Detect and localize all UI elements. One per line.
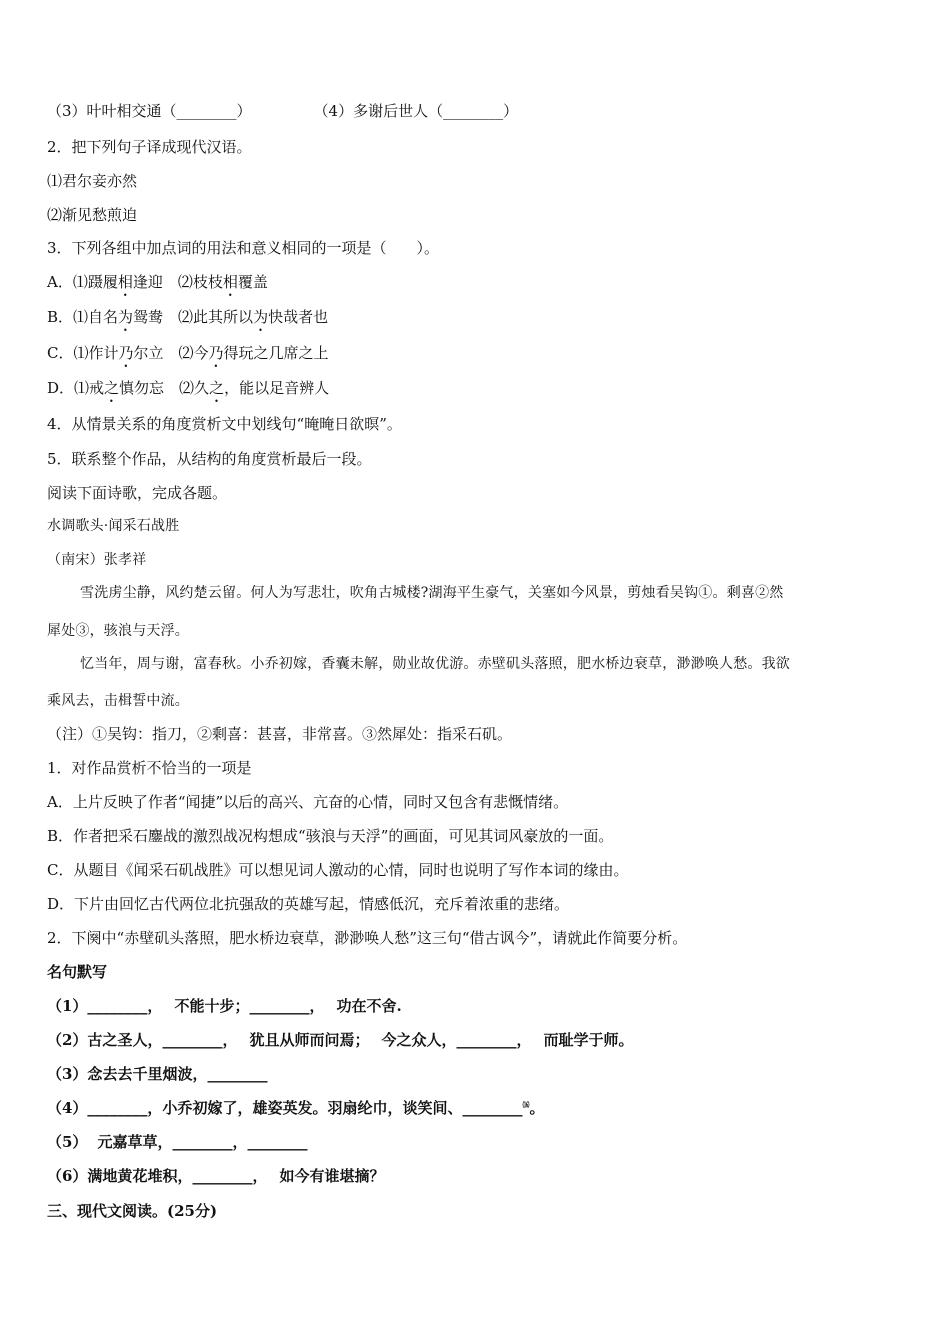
dotted-word: 乃 [208,344,224,362]
question-4: 4．从情景关系的角度赏析文中划线句“晻晻日欲暝”。 [47,415,402,433]
poem-q1-option-d: D．下片由回忆古代两位北抗强敌的英雄写起，情感低沉，充斥着浓重的悲绪。 [47,895,570,913]
question-3-prompt: 3．下列各组中加点词的用法和意义相同的一项是（ ）。 [47,239,440,257]
dictation-part: 犹且从师而问焉； [249,1031,370,1049]
poem-question-1: 1．对作品赏析不恰当的一项是 [47,759,252,777]
dictation-part: （6）满地黄花堆积，________， [47,1167,268,1185]
vocab-item-4: （4）多谢后世人（________） [313,102,519,120]
dictation-part: 而耻学于师。 [543,1031,634,1049]
poem-q1-option-b: B．作者把采石鏖战的激烈战况构想成“骇浪与天浮”的画面，可见其词风豪放的一面。 [47,827,614,845]
option-b-part: 快哉者也 [268,308,329,326]
dictation-part: （1）________， [47,997,163,1015]
poem-stanza-2-line-2: 乘风去，击楫誓中流。 [47,693,189,709]
option-a-part: A．⑴蹑履 [47,273,118,291]
option-a-part: 逢迎 ⑵枝枝 [132,273,223,291]
dictation-part: 不能十步；________， [174,997,325,1015]
vocab-item-3: （3）叶叶相交通（________） [47,102,252,120]
dictation-part: 今之众人，________， [381,1031,532,1049]
poem-notes: （注）①吴钩：指刀，②剩喜：甚喜，非常喜。③然犀处：指采石矶。 [47,725,513,743]
poem-title: 水调歌头·闻采石战胜 [47,518,180,534]
section-3-title: 三、现代文阅读。(25分) [47,1202,218,1220]
dictation-part: 功在不舍. [336,997,402,1015]
vocab-line [47,100,518,122]
option-d [47,377,329,406]
poem-stanza-1-line-2: 犀处③，骇浪与天浮。 [47,623,189,639]
dotted-word: 之 [209,379,225,397]
option-d-part: D．⑴戒 [47,379,105,397]
dictation-part: （5） [47,1133,88,1151]
option-d-part: 慎勿忘 ⑵久 [119,379,210,397]
reading-instruction: 阅读下面诗歌，完成各题。 [47,484,228,502]
dictation-part: 。 [529,1099,545,1117]
dotted-word: 之 [104,379,120,397]
dotted-word: 为 [253,308,269,326]
question-2-translate: 2．把下列句子译成现代汉语。 [47,138,252,156]
translate-sentence-1: ⑴君尔妾亦然 [47,172,138,190]
poem-question-2: 2．下阕中“赤壁矶头落照，肥水桥边衰草，渺渺唤人愁”这三句“借古讽今”，请就此作简要分析。 [47,929,688,947]
dictation-item-6 [47,1165,384,1187]
dictation-part: 如今有谁堪摘？ [279,1167,385,1185]
dictation-item-3: （3）念去去千里烟波，________ [47,1065,268,1083]
option-b [47,306,328,335]
option-d-part: ，能以足音辨人 [224,379,330,397]
option-b-part: 鸳鸯 ⑵此其所以 [133,308,254,326]
section-title-dictation: 名句默写 [47,963,108,981]
option-c-part: 尔立 ⑵今 [133,344,209,362]
dictation-item-1 [47,995,402,1017]
poem-q1-option-c: C．从题目《闻采石矶战胜》可以想见词人激动的心情，同时也说明了写作本词的缘由。 [47,861,629,879]
poem-stanza-1-line-1: 雪洗虏尘静，风约楚云留。何人为写悲壮，吹角古城楼?湖海平生豪气，关塞如今风景，剪烛看吴钩①。剩喜②然 [80,585,784,601]
option-c-part: 得玩之几席之上 [223,344,329,362]
dotted-word: 乃 [118,344,134,362]
option-b-part: B．⑴自名 [47,308,119,326]
poem-stanza-2-line-1: 忆当年，周与谢，富春秋。小乔初嫁，香囊未解，勋业故优游。赤壁矶头落照，肥水桥边衰草，渺渺唤人愁。我欲 [80,656,790,672]
option-c-part: C．⑴作计 [47,344,119,362]
dictation-item-5 [47,1131,307,1153]
question-5: 5．联系整个作品，从结构的角度赏析最后一段。 [47,450,372,468]
poem-q1-option-a: A．上片反映了作者“闻捷”以后的高兴、亢奋的心情，同时又包含有悲慨情绪。 [47,793,569,811]
poem-author: （南宋）张孝祥 [47,552,147,568]
option-c [47,342,329,371]
dictation-item-2 [47,1029,634,1051]
dictation-part: 元嘉草草，________，________ [97,1133,308,1151]
option-a [47,271,268,300]
dictation-part: （2）古之圣人，________， [47,1031,238,1049]
dotted-word: 为 [118,308,134,326]
option-a-part: 覆盖 [237,273,268,291]
dotted-word: 相 [222,273,238,291]
dictation-part: （4）________，小乔初嫁了，雄姿英发。羽扇纶巾，谈笑间、________ [47,1099,523,1117]
footnote-marker: ⒃ [522,1100,530,1109]
translate-sentence-2: ⑵渐见愁煎迫 [47,206,138,224]
dictation-item-4 [47,1097,544,1119]
dotted-word: 相 [117,273,133,291]
